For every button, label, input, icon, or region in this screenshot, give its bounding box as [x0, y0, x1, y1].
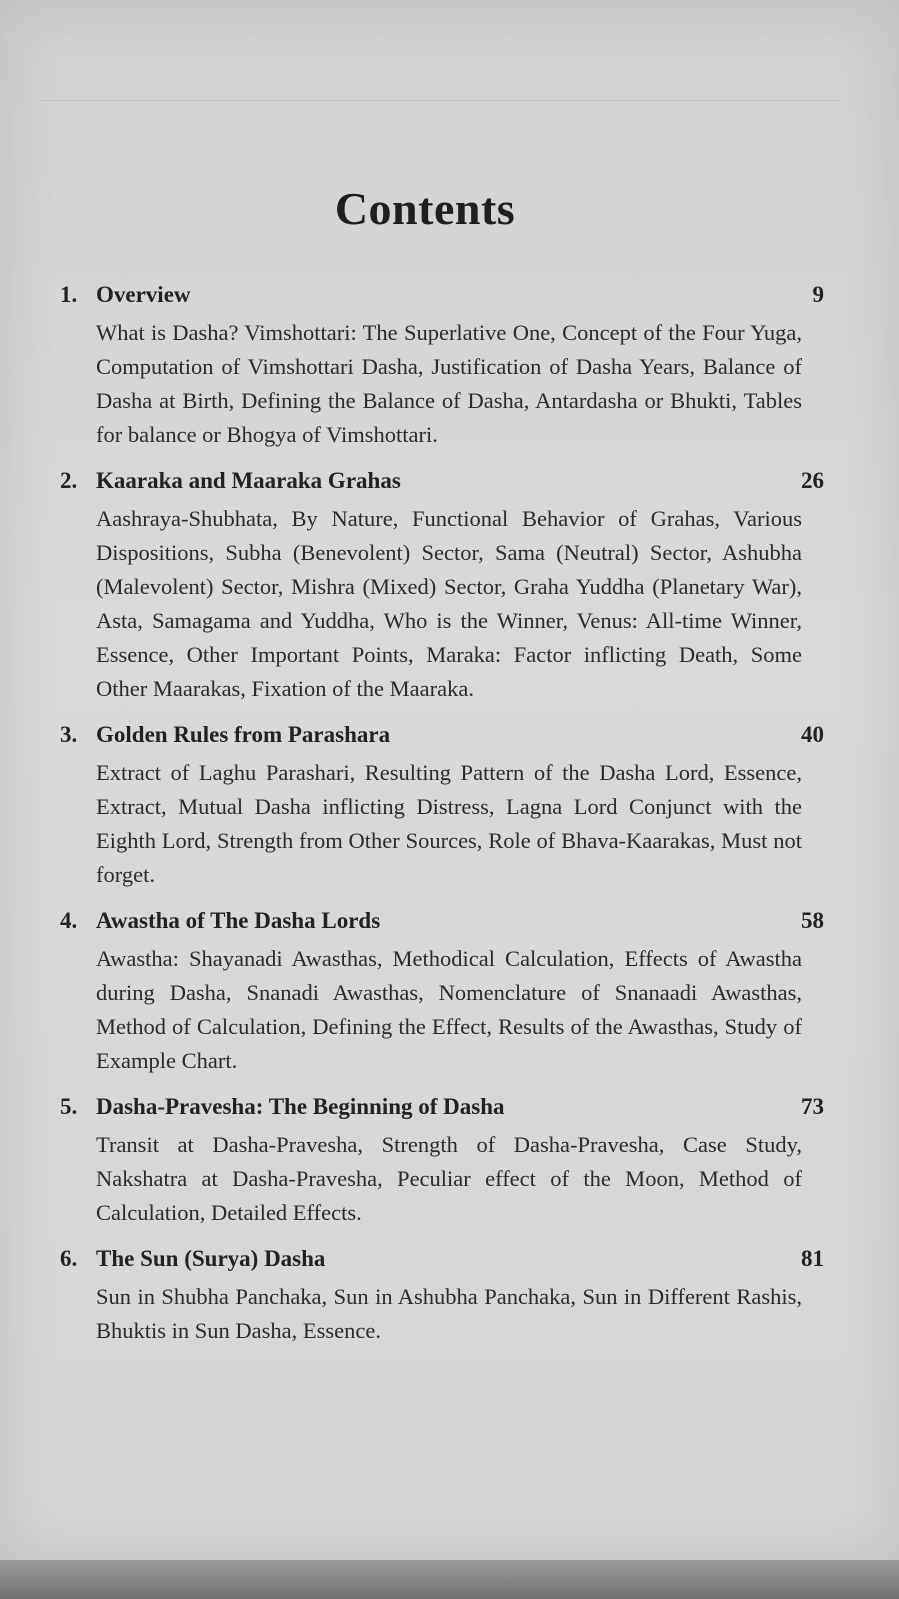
- chapter-title: Overview: [96, 282, 191, 307]
- chapter-page-number: 26: [801, 468, 824, 493]
- header-rule: [40, 100, 839, 101]
- toc-entry: [60, 906, 830, 1078]
- chapter-page-number: 9: [812, 282, 824, 307]
- toc-entry: [60, 1092, 830, 1230]
- page-bottom-edge: [0, 1560, 899, 1599]
- table-of-contents: [60, 280, 830, 1364]
- chapter-page-number: 81: [801, 1246, 824, 1271]
- toc-entry-heading: [60, 280, 830, 310]
- chapter-title: Kaaraka and Maaraka Grahas: [96, 468, 401, 493]
- toc-entry-heading: [60, 1244, 830, 1274]
- chapter-description: Aashraya-Shubhata, By Nature, Functional Behavior of Grahas, Various Dispositions, Subha (Benevolent) Sector, Sama (Neutral) Sector, Ashubha (Malevolent) Sector, Mishra (Mixed) Sector, Graha Yuddha (Planetary War), Asta, Samagama and Yuddha, Who is the Winner, Venus: All-time Winner, Essence, Other Important Points, Maraka: Factor inflicting Death, Some Other Maarakas, Fixation of the Maaraka.: [96, 506, 802, 701]
- toc-entry-heading: [60, 466, 830, 496]
- chapter-description: What is Dasha? Vimshottari: The Superlative One, Concept of the Four Yuga, Computation of Vimshottari Dasha, Justification of Dasha Years, Balance of Dasha at Birth, Defining the Balance of Dasha, Antardasha or Bhukti, Tables for balance or Bhogya of Vimshottari.: [96, 320, 802, 447]
- chapter-title: Golden Rules from Parashara: [96, 722, 391, 747]
- toc-entry-heading: [60, 1092, 830, 1122]
- chapter-page-number: 40: [801, 722, 824, 747]
- chapter-page-number: 58: [801, 908, 824, 933]
- chapter-title: The Sun (Surya) Dasha: [96, 1246, 326, 1271]
- chapter-title: Awastha of The Dasha Lords: [96, 908, 381, 933]
- chapter-number: 2.: [60, 468, 78, 493]
- chapter-description: Sun in Shubha Panchaka, Sun in Ashubha Panchaka, Sun in Different Rashis, Bhuktis in Sun Dasha, Essence.: [96, 1284, 802, 1343]
- toc-entry: [60, 1244, 830, 1348]
- toc-entry-heading: [60, 720, 830, 750]
- toc-entry: [60, 280, 830, 452]
- chapter-page-number: 73: [801, 1094, 824, 1119]
- chapter-number: 4.: [60, 908, 78, 933]
- chapter-number: 6.: [60, 1246, 78, 1271]
- chapter-description: Transit at Dasha-Pravesha, Strength of Dasha-Pravesha, Case Study, Nakshatra at Dasha-Pravesha, Peculiar effect of the Moon, Method of Calculation, Detailed Effects.: [96, 1132, 802, 1225]
- chapter-title: Dasha-Pravesha: The Beginning of Dasha: [96, 1094, 505, 1119]
- chapter-description: Awastha: Shayanadi Awasthas, Methodical Calculation, Effects of Awastha during Dasha, Snanadi Awasthas, Nomenclature of Snanaadi Awasthas, Method of Calculation, Defining the Effect, Results of the Awasthas, Study of Example Chart.: [96, 946, 802, 1073]
- toc-entry: [60, 720, 830, 892]
- chapter-number: 5.: [60, 1094, 78, 1119]
- toc-entry: [60, 466, 830, 706]
- toc-entry-heading: [60, 906, 830, 936]
- chapter-number: 3.: [60, 722, 78, 747]
- chapter-number: 1.: [60, 282, 78, 307]
- page-title: Contents: [334, 183, 516, 234]
- chapter-description: Extract of Laghu Parashari, Resulting Pattern of the Dasha Lord, Essence, Extract, Mutual Dasha inflicting Distress, Lagna Lord Conjunct with the Eighth Lord, Strength from Other Sources, Role of Bhava-Kaarakas, Must not forget.: [96, 760, 802, 887]
